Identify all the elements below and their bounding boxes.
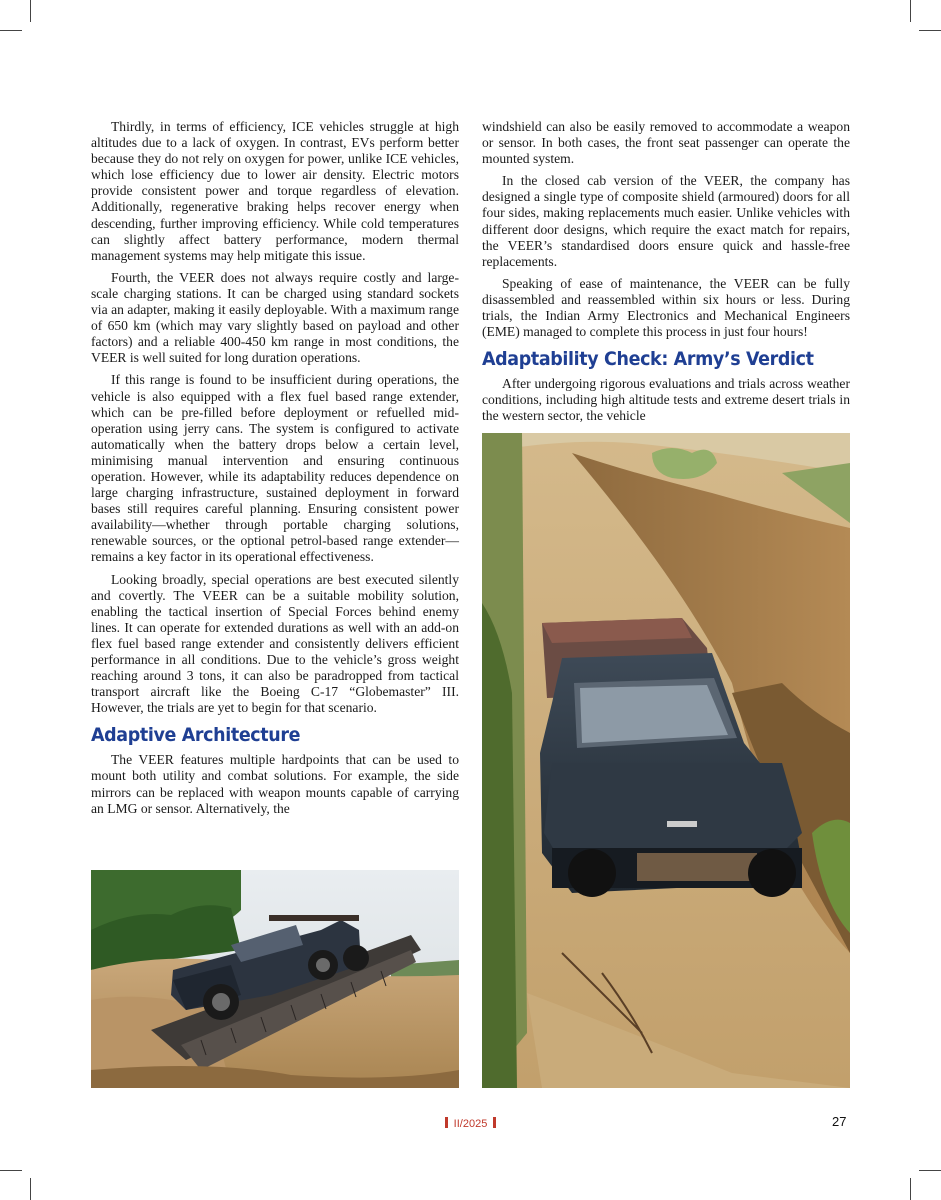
paragraph: If this range is found to be insufficient during operations, the vehicle is also equipped with a flex fuel based range extender, which can be pre-filled before deployment or refuelled mid-operation using jerry cans. The system is configured to activate automatically when the battery drops below a certain level, minimising manual intervention and ensuring continuous operation. However, while its adaptability reduces dependence on large charging infrastructure, sustained deployment in forward bases still requires careful planning. Ensuring consistent power availability—whether through portable charging solutions, renewable sources, or the optional petrol-based range extender—remains a key factor in its operational effectiveness. [91,372,459,565]
crop-mark [0,30,22,31]
footer-bar [493,1117,496,1128]
crop-mark [30,0,31,22]
vehicle-on-ramp-photo [91,870,459,1088]
left-column [91,119,459,823]
crop-mark [910,0,911,22]
section-heading: Adaptive Architecture [91,724,301,747]
paragraph: After undergoing rigorous evaluations and trials across weather conditions, including high altitude tests and extreme desert trials in the western sector, the vehicle [482,376,850,424]
crop-mark [919,1170,941,1171]
section-heading: Adaptability Check: Army’s Verdict [482,348,814,371]
paragraph: windshield can also be easily removed to accommodate a weapon or sensor. In both cases, the front seat passenger can operate the mounted system. [482,119,850,167]
issue-label [0,1117,941,1130]
vehicle-in-trench-photo [482,433,850,1088]
crop-mark [919,30,941,31]
footer-bar [445,1117,448,1128]
trench-photo-illustration [482,433,850,1088]
ramp-photo-illustration [91,870,459,1088]
paragraph: In the closed cab version of the VEER, the company has designed a single type of composite shield (armoured) doors for all four sides, making replacements much easier. Unlike vehicles with different door designs, which require the exact match for repairs, the VEER’s standardised doors ensure quick and hassle-free replacements. [482,173,850,269]
right-column [482,119,850,431]
crop-mark [910,1178,911,1200]
crop-mark [0,1170,22,1171]
page-number: 27 [832,1114,847,1129]
crop-mark [30,1178,31,1200]
paragraph: Thirdly, in terms of efficiency, ICE vehicles struggle at high altitudes due to a lack of oxygen. In contrast, EVs perform better because they do not rely on oxygen for power, unlike ICE vehicles, which lose efficiency due to lower air density. Electric motors provide consistent power and torque regardless of elevation. Additionally, regenerative braking helps recover energy when descending, further improving efficiency. While cold temperatures can slightly affect battery performance, modern thermal management systems may help mitigate this issue. [91,119,459,263]
paragraph: Speaking of ease of maintenance, the VEER can be fully disassembled and reassembled within six hours or less. During trials, the Indian Army Electronics and Mechanical Engineers (EME) managed to complete this process in just four hours! [482,275,850,340]
paragraph: Looking broadly, special operations are best executed silently and covertly. The VEER can be a suitable mobility solution, enabling the tactical insertion of Special Forces behind enemy lines. It can operate for extended durations as well with an add-on flex fuel based range extender and consistently delivers efficient performance in all conditions. Due to the vehicle’s gross weight reaching around 3 tons, it can also be paradropped from tactical transport aircraft like the Boeing C-17 “Globemaster” III. However, the trials are yet to begin for that scenario. [91,571,459,716]
paragraph: The VEER features multiple hardpoints that can be used to mount both utility and combat solutions. For example, the side mirrors can be replaced with weapon mounts capable of carrying an LMG or sensor. Alternatively, the [91,752,459,816]
paragraph: Fourth, the VEER does not always require costly and large-scale charging stations. It can be charged using standard sockets via an adapter, making it easily deployable. With a maximum range of 650 km (which may vary slightly based on payload and other factors) and a reliable 400-450 km range in most conditions, the VEER is well suited for long duration operations. [91,269,459,366]
issue-text: II/2025 [453,1118,488,1130]
